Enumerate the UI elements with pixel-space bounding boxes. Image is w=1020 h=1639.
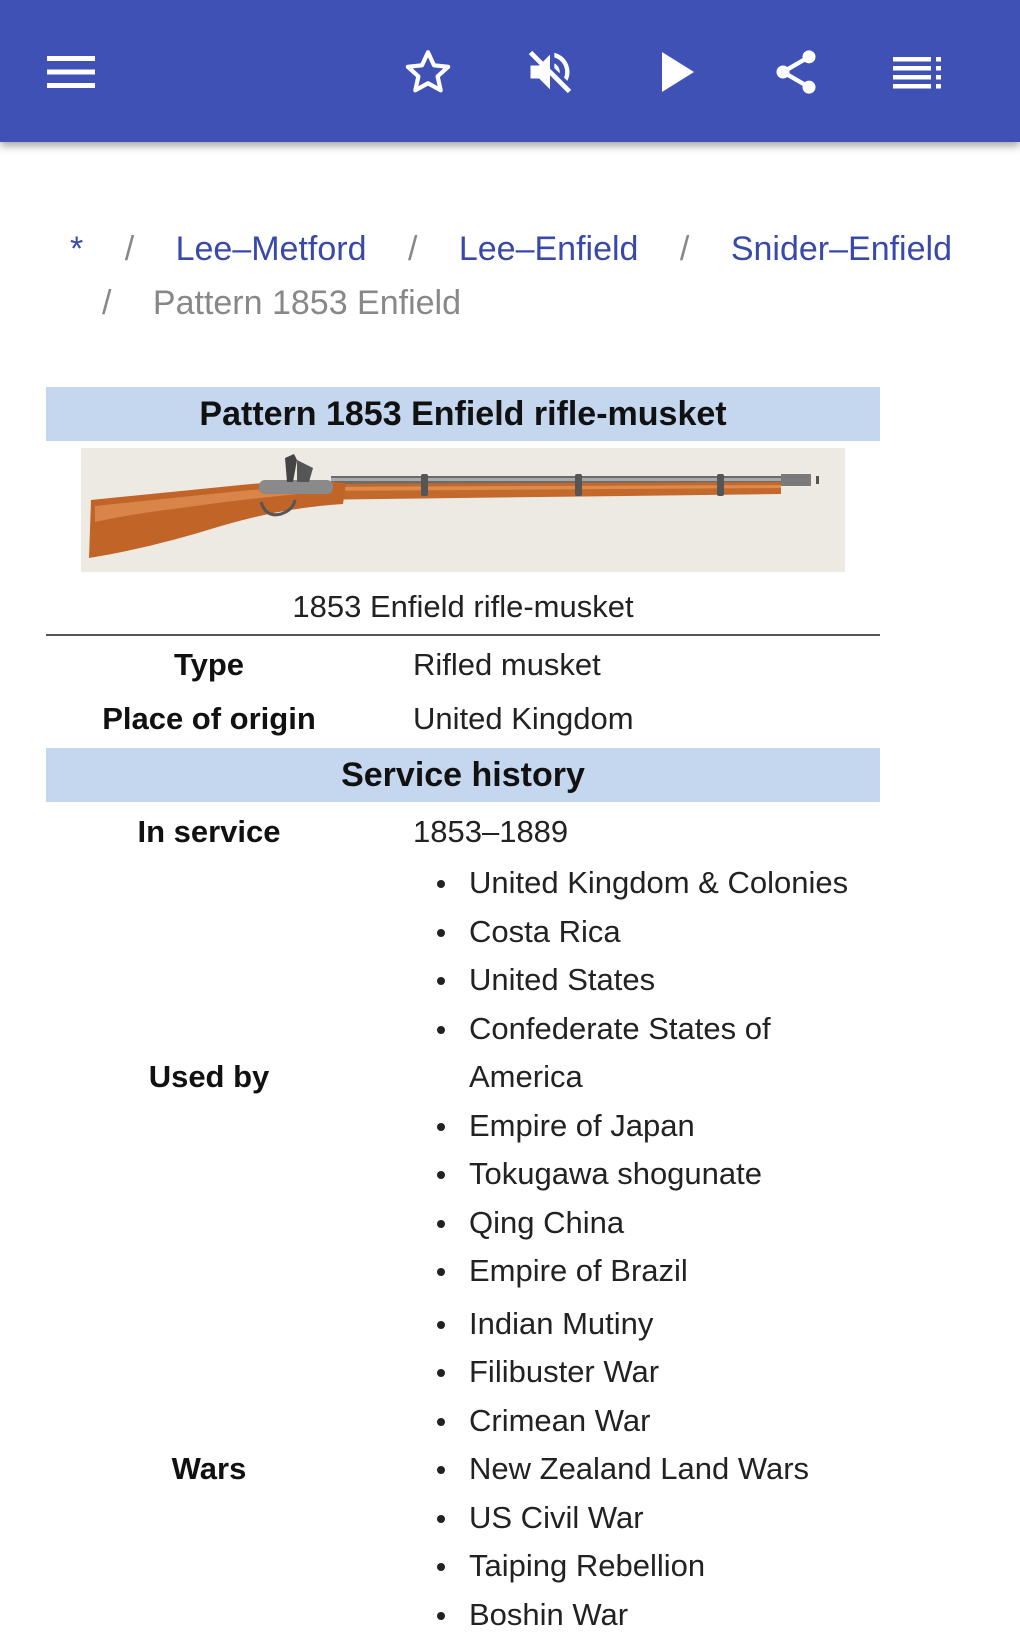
list-item[interactable]: Tokugawa shogunate xyxy=(437,1150,880,1199)
infobox-row-origin xyxy=(46,692,880,746)
app-bar xyxy=(0,0,1020,142)
infobox-row-wars xyxy=(46,1300,880,1639)
menu-icon xyxy=(46,54,96,90)
infobox-row-used-by xyxy=(46,859,880,1296)
list-item[interactable]: United Kingdom & Colonies xyxy=(437,859,880,908)
rifle-illustration xyxy=(81,448,845,572)
breadcrumb-link-snider-enfield[interactable]: Snider–Enfield xyxy=(731,230,952,268)
wars-list xyxy=(372,1300,880,1639)
breadcrumb-separator: / xyxy=(680,230,689,268)
in-service-label: In service xyxy=(46,805,372,859)
contents-button[interactable] xyxy=(882,36,954,108)
breadcrumb-separator: / xyxy=(408,230,417,268)
list-item[interactable]: Empire of Japan xyxy=(437,1102,880,1151)
breadcrumb-link-lee-enfield[interactable]: Lee–Enfield xyxy=(459,230,639,268)
origin-value[interactable]: United Kingdom xyxy=(372,692,880,746)
toc-icon xyxy=(893,55,943,89)
infobox-row-type xyxy=(46,638,880,692)
play-button[interactable] xyxy=(640,36,712,108)
bookmark-button[interactable] xyxy=(392,36,464,108)
play-icon xyxy=(656,50,696,94)
infobox-title: Pattern 1853 Enfield rifle-musket xyxy=(46,387,880,441)
list-item[interactable]: Qing China xyxy=(437,1199,880,1248)
list-item[interactable]: Crimean War xyxy=(437,1397,880,1446)
list-item[interactable]: Costa Rica xyxy=(437,908,880,957)
list-item[interactable]: Confederate States of America xyxy=(437,1005,880,1102)
breadcrumb-home-link[interactable]: * xyxy=(70,230,83,268)
list-item[interactable]: New Zealand Land Wars xyxy=(437,1445,880,1494)
infobox-row-in-service xyxy=(46,805,880,859)
share-icon xyxy=(770,45,822,99)
infobox xyxy=(46,387,880,1639)
breadcrumb-current: Pattern 1853 Enfield xyxy=(153,284,461,322)
wars-label: Wars xyxy=(46,1300,372,1639)
breadcrumb-separator: / xyxy=(125,230,134,268)
image-caption: 1853 Enfield rifle-musket xyxy=(46,580,880,636)
breadcrumb-separator: / xyxy=(102,284,111,322)
used-by-list xyxy=(372,859,880,1296)
list-item[interactable]: Indian Mutiny xyxy=(437,1300,880,1349)
type-label: Type xyxy=(46,638,372,692)
origin-label: Place of origin xyxy=(46,692,372,746)
list-item[interactable]: Taiping Rebellion xyxy=(437,1542,880,1591)
used-by-label: Used by xyxy=(46,859,372,1296)
type-value: Rifled musket xyxy=(372,638,880,692)
breadcrumb-link-lee-metford[interactable]: Lee–Metford xyxy=(176,230,367,268)
mute-icon xyxy=(524,46,576,98)
list-item[interactable]: US Civil War xyxy=(437,1494,880,1543)
menu-button[interactable] xyxy=(35,36,107,108)
mute-button[interactable] xyxy=(514,36,586,108)
share-button[interactable] xyxy=(760,36,832,108)
list-item[interactable]: United States xyxy=(437,956,880,1005)
star-icon xyxy=(402,47,454,97)
rifle-image[interactable] xyxy=(81,448,845,572)
list-item[interactable]: Filibuster War xyxy=(437,1348,880,1397)
list-item[interactable]: Boshin War xyxy=(437,1591,880,1639)
list-item[interactable]: Empire of Brazil xyxy=(437,1247,880,1296)
in-service-value: 1853–1889 xyxy=(372,805,880,859)
service-history-header: Service history xyxy=(46,748,880,802)
